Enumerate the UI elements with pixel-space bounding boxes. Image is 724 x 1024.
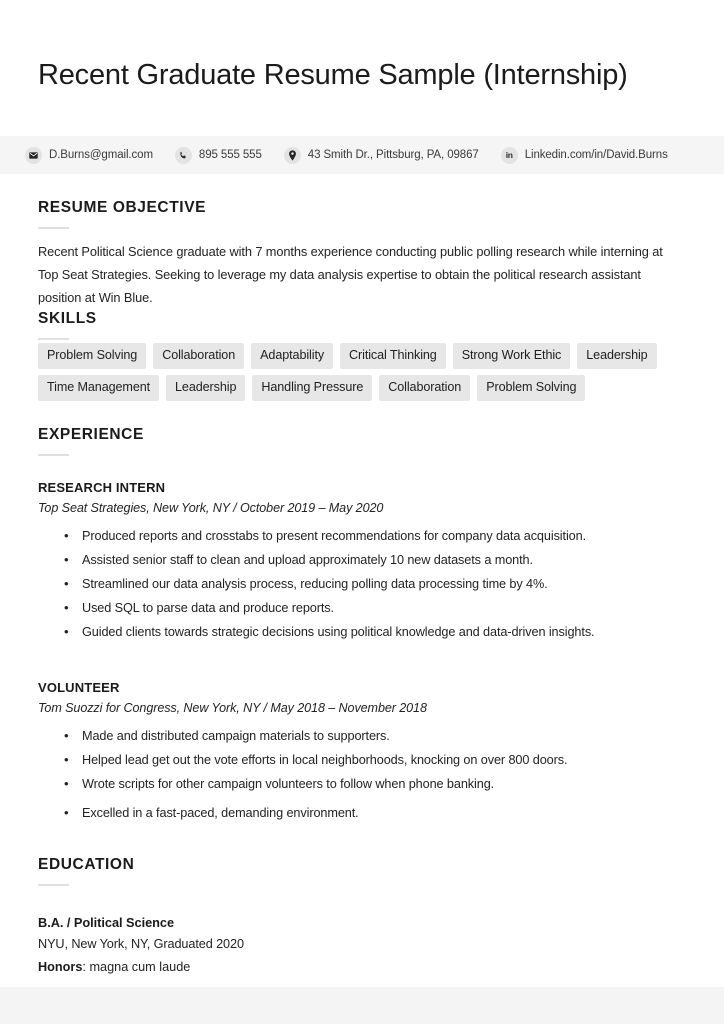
job-title: RESEARCH INTERN [38,480,166,495]
resume-body [38,198,686,979]
section-divider [38,227,69,229]
objective-text: Recent Political Science graduate with 7 months experience conducting public polling research while interning at Top Seat Strategies. Seeking to leverage my data analysis expertise to obtain the political research assistant position at Win Blue. [38,244,663,305]
education-honors [38,956,686,979]
contact-address[interactable] [284,147,479,164]
skill-tag: Handling Pressure [252,375,372,401]
contact-bar [0,136,724,174]
section-experience [38,425,686,825]
section-education [38,855,686,979]
contact-address-text: 43 Smith Dr., Pittsburg, PA, 09867 [307,149,479,161]
bullet-item: • Wrote scripts for other campaign volunteers to follow when phone banking. [82,772,686,796]
skill-tag: Collaboration [379,375,470,401]
section-objective [38,198,686,309]
education-honors-label: Honors [38,960,83,974]
page-title: Recent Graduate Resume Sample (Internship) [38,59,628,91]
job-meta: Top Seat Strategies, New York, NY / October 2019 – May 2020 [38,501,384,515]
bullet-item: • Made and distributed campaign materials to supporters. [82,724,686,748]
linkedin-icon-glyph: in [505,149,513,160]
spacer [38,456,686,478]
contact-linkedin-text: Linkedin.com/in/David.Burns [524,149,668,161]
bullet-item: • Produced reports and crosstabs to present recommendations for company data acquisition. [82,524,686,548]
bullet-item: • Assisted senior staff to clean and upload approximately 10 new datasets a month. [82,548,686,572]
skill-tag: Problem Solving [38,343,146,369]
job-bullets [38,524,686,644]
contact-email[interactable] [25,147,153,164]
spacer [38,825,686,855]
job-bullets [38,724,686,825]
section-heading-experience: EXPERIENCE [38,426,144,443]
bullet-item: • Streamlined our data analysis process, reducing polling data processing time by 4%. [82,572,686,596]
experience-entry [38,478,686,644]
bullet-item: • Excelled in a fast-paced, demanding environment. [82,801,686,825]
linkedin-icon [501,147,518,164]
skill-tag: Time Management [38,375,159,401]
education-degree: B.A. / Political Science [38,915,175,930]
phone-icon [175,147,192,164]
skill-tag: Adaptability [251,343,333,369]
job-title: VOLUNTEER [38,680,120,695]
section-heading-objective: RESUME OBJECTIVE [38,199,207,216]
skill-tag: Collaboration [153,343,244,369]
bullet-item: • Helped lead get out the vote efforts in local neighborhoods, knocking on over 800 doors. [82,748,686,772]
skills-list [38,343,686,401]
section-heading-education: EDUCATION [38,856,135,873]
contact-email-text: D.Burns@gmail.com [49,149,153,161]
contact-phone-text: 895 555 555 [198,149,262,161]
skill-row [38,375,686,401]
spacer [38,644,686,678]
experience-entry [38,678,686,825]
education-honors-value: : magna cum laude [82,960,191,974]
bullet-item: • Used SQL to parse data and produce reports. [82,596,686,620]
skill-tag: Leadership [166,375,245,401]
spacer [38,407,686,425]
skill-row [38,343,686,369]
section-skills [38,309,686,401]
spacer [38,886,686,912]
job-meta: Tom Suozzi for Congress, New York, NY / May 2018 – November 2018 [38,701,427,715]
skill-tag: Leadership [577,343,656,369]
contact-linkedin[interactable] [501,147,668,164]
section-heading-skills: SKILLS [38,310,97,327]
skill-tag: Critical Thinking [340,343,446,369]
location-pin-icon [284,147,301,164]
contact-phone[interactable] [175,147,262,164]
envelope-icon [25,147,42,164]
bullet-item: • Guided clients towards strategic decisions using political knowledge and data-driven insights. [82,620,686,644]
skill-tag: Strong Work Ethic [453,343,571,369]
section-divider [38,338,69,340]
education-school: NYU, New York, NY, Graduated 2020 [38,937,244,951]
skill-tag: Problem Solving [477,375,585,401]
